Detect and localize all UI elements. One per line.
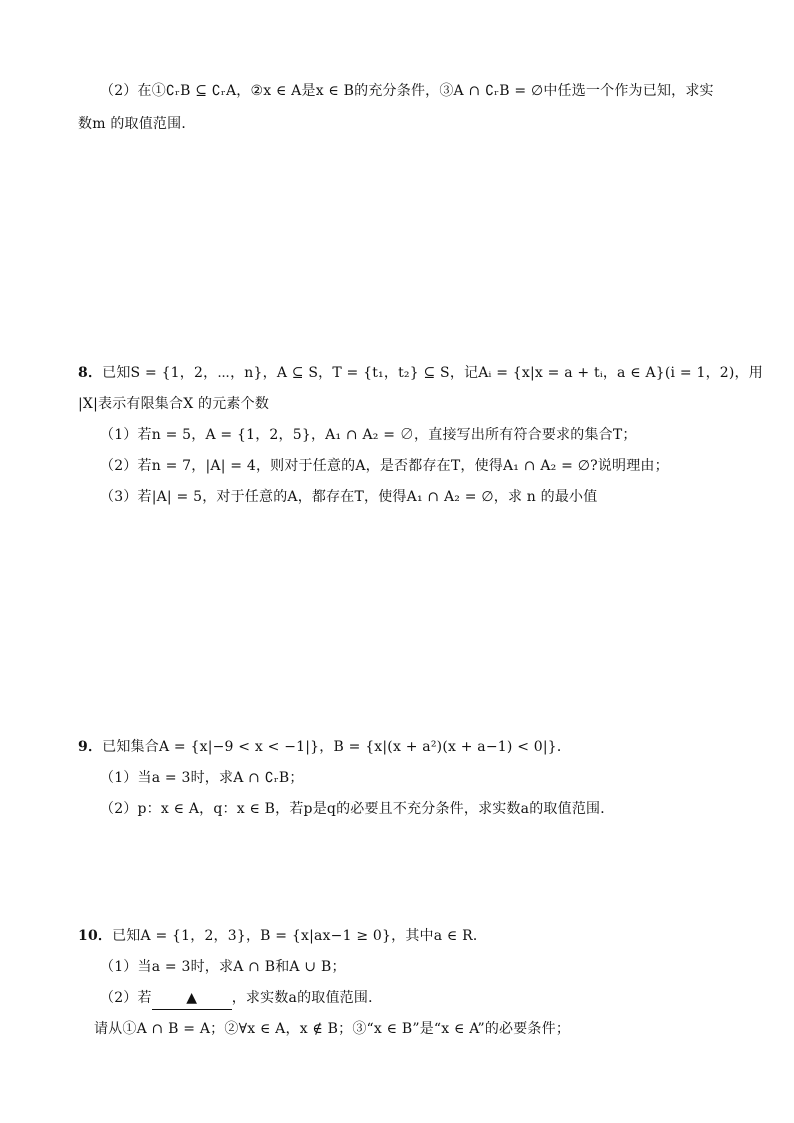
triangle-marker: ▲ (186, 990, 198, 1006)
q8-part1: （1）若n = 5，A = {1，2，5}，A₁ ∩ A₂ = ∅，直接写出所有符合要求的集合T； (100, 427, 637, 443)
q7-part2-line1: （2）在①∁ᵣB ⊆ ∁ᵣA，②x ∈ A是x ∈ B的充分条件，③A ∩ ∁ᵣB = ∅中任选一个作为已知，求实 (100, 83, 714, 99)
q10-part2-suffix: ，求实数a的取值范围． (231, 990, 383, 1006)
q10-stem-text: 已知A = {1，2，3}，B = {x|ax−1 ≥ 0}，其中a ∈ R． (112, 928, 488, 944)
q8-stem-line2: |X|表示有限集合X 的元素个数 (78, 396, 270, 412)
answer-blank (152, 987, 232, 1010)
q10-stem (78, 925, 487, 947)
q9-stem-text: 已知集合A = {x|−9 < x < −1|}，B = {x|(x + a²)(x + a−1) < 0|}． (102, 739, 572, 755)
q8-number: 8． (78, 365, 103, 381)
q8-part3: （3）若|A| = 5，对于任意的A，都存在T，使得A₁ ∩ A₂ = ∅，求 n 的最小值 (100, 489, 598, 505)
q8-stem-line1 (78, 362, 763, 384)
q9-part2: （2）p：x ∈ A，q：x ∈ B，若p是q的必要且不充分条件，求实数a的取值范围． (100, 801, 615, 817)
q10-part2-prefix: （2）若 (100, 990, 152, 1006)
q10-part2 (100, 987, 382, 1010)
q8-stem-text: 已知S = {1，2，⋯，n}，A ⊆ S，T = {t₁，t₂} ⊆ S，记Aᵢ = {x|x = a + tᵢ，a ∈ A}(i = 1，2)，用 (102, 365, 763, 381)
q10-part1: （1）当a = 3时，求A ∩ B和A ∪ B； (100, 959, 346, 975)
q9-stem (78, 736, 571, 758)
q10-choose: 请从①A ∩ B = A；②∀x ∈ A，x ∉ B；③“x ∈ B”是“x ∈ A”的必要条件； (94, 1021, 571, 1037)
q9-number: 9． (78, 739, 103, 755)
q9-part1: （1）当a = 3时，求A ∩ ∁ᵣB； (100, 770, 304, 786)
q10-number: 10． (78, 928, 113, 944)
q7-part2-line2: 数m 的取值范围． (78, 116, 196, 132)
q8-part2: （2）若n = 7，|A| = 4，则对于任意的A，是否都存在T，使得A₁ ∩ A₂ = ∅?说明理由； (100, 458, 669, 474)
